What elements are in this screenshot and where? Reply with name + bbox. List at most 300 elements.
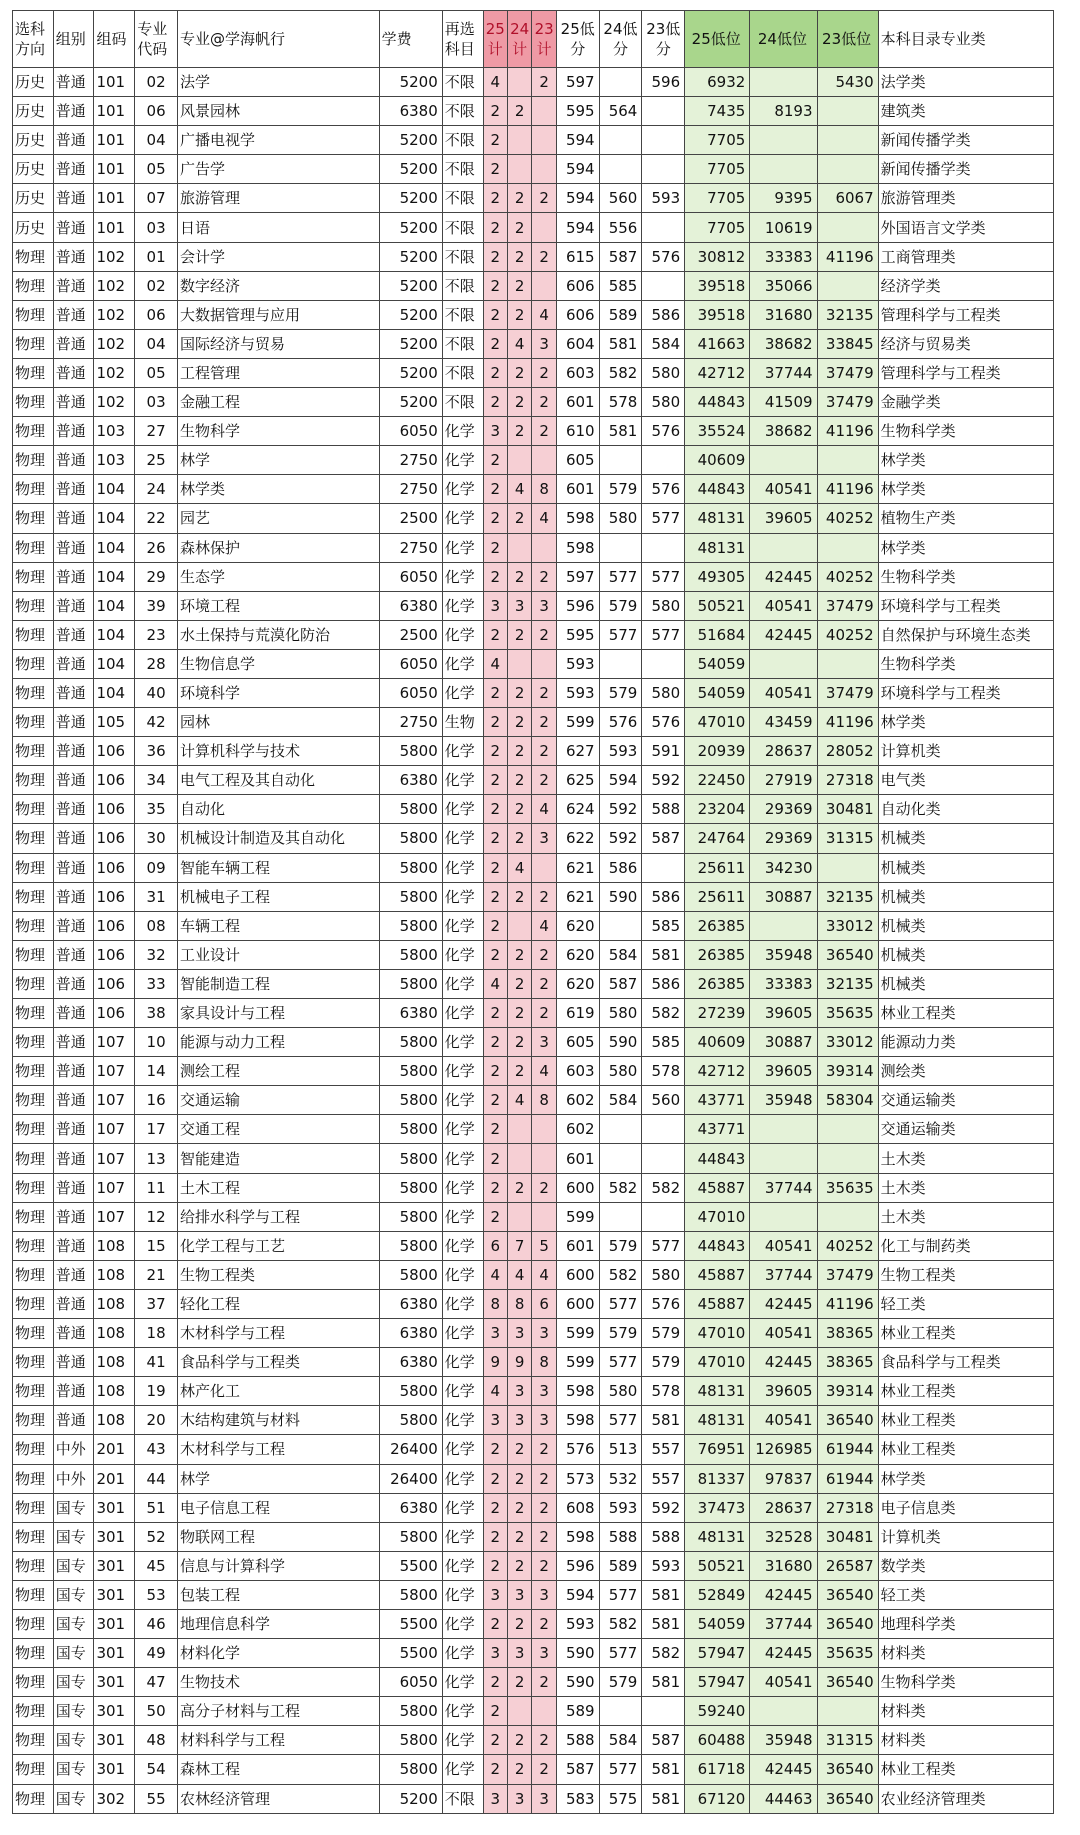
cell-group-code: 106	[94, 766, 135, 795]
cell-plan-24: 2	[507, 969, 531, 998]
cell-plan-25: 2	[483, 184, 507, 213]
cell-min-rank-24: 43459	[750, 708, 817, 737]
table-row	[13, 1173, 1054, 1202]
cell-group-code: 106	[94, 737, 135, 766]
cell-major-name: 生物工程类	[177, 1260, 379, 1289]
cell-min-rank-24: 40541	[750, 475, 817, 504]
cell-plan-24: 2	[507, 708, 531, 737]
cell-reselect-subject: 化学	[442, 766, 483, 795]
cell-category: 数学类	[878, 1551, 1053, 1580]
cell-group-code: 103	[94, 417, 135, 446]
cell-min-rank-23: 36540	[817, 1609, 878, 1638]
cell-group-type: 普通	[53, 591, 94, 620]
cell-subject-direction: 物理	[13, 1348, 54, 1377]
table-row	[13, 708, 1054, 737]
cell-tuition: 6050	[379, 678, 442, 707]
cell-category: 食品科学与工程类	[878, 1348, 1053, 1377]
cell-tuition: 5800	[379, 1231, 442, 1260]
cell-major-code: 41	[135, 1348, 178, 1377]
cell-plan-25: 2	[483, 213, 507, 242]
cell-min-rank-23: 32135	[817, 882, 878, 911]
cell-plan-24: 2	[507, 504, 531, 533]
cell-tuition: 5800	[379, 1260, 442, 1289]
cell-min-rank-24: 33383	[750, 969, 817, 998]
cell-plan-24: 3	[507, 1406, 531, 1435]
cell-plan-25: 2	[483, 853, 507, 882]
cell-plan-24: 9	[507, 1348, 531, 1377]
cell-min-score-23	[642, 533, 685, 562]
cell-major-code: 10	[135, 1028, 178, 1057]
cell-major-code: 04	[135, 126, 178, 155]
cell-reselect-subject: 化学	[442, 911, 483, 940]
cell-min-score-23	[642, 1697, 685, 1726]
cell-min-rank-25: 42712	[685, 1057, 750, 1086]
table-row	[13, 940, 1054, 969]
cell-min-rank-23: 58304	[817, 1086, 878, 1115]
cell-plan-23: 8	[532, 475, 556, 504]
table-row	[13, 417, 1054, 446]
cell-subject-direction: 物理	[13, 388, 54, 417]
cell-min-rank-25: 27239	[685, 999, 750, 1028]
cell-min-rank-23: 6067	[817, 184, 878, 213]
cell-tuition: 6380	[379, 1348, 442, 1377]
table-row	[13, 213, 1054, 242]
cell-plan-23: 2	[532, 999, 556, 1028]
cell-plan-25: 4	[483, 68, 507, 97]
table-row	[13, 1115, 1054, 1144]
cell-min-score-25: 602	[556, 1115, 599, 1144]
cell-group-code: 104	[94, 591, 135, 620]
cell-min-score-23	[642, 853, 685, 882]
cell-major-name: 农林经济管理	[177, 1784, 379, 1813]
cell-plan-24: 2	[507, 1755, 531, 1784]
table-row	[13, 1522, 1054, 1551]
cell-major-code: 47	[135, 1668, 178, 1697]
cell-min-rank-24: 35948	[750, 1086, 817, 1115]
cell-subject-direction: 物理	[13, 1551, 54, 1580]
cell-plan-24: 7	[507, 1231, 531, 1260]
cell-group-type: 普通	[53, 1202, 94, 1231]
table-row	[13, 1580, 1054, 1609]
cell-reselect-subject: 化学	[442, 1435, 483, 1464]
cell-min-score-24: 576	[599, 708, 642, 737]
cell-reselect-subject: 化学	[442, 417, 483, 446]
cell-min-score-25: 619	[556, 999, 599, 1028]
table-row	[13, 1086, 1054, 1115]
cell-tuition: 6380	[379, 1493, 442, 1522]
cell-subject-direction: 物理	[13, 1289, 54, 1318]
cell-major-code: 14	[135, 1057, 178, 1086]
cell-plan-23: 4	[532, 795, 556, 824]
table-row	[13, 911, 1054, 940]
cell-major-code: 13	[135, 1144, 178, 1173]
cell-reselect-subject: 生物	[442, 708, 483, 737]
cell-tuition: 2750	[379, 475, 442, 504]
cell-min-rank-24: 42445	[750, 1289, 817, 1318]
table-row	[13, 1057, 1054, 1086]
cell-category: 土木类	[878, 1202, 1053, 1231]
table-row	[13, 1202, 1054, 1231]
cell-tuition: 5200	[379, 329, 442, 358]
cell-min-rank-25: 54059	[685, 649, 750, 678]
cell-subject-direction: 物理	[13, 678, 54, 707]
cell-plan-24: 2	[507, 1057, 531, 1086]
cell-category: 地理科学类	[878, 1609, 1053, 1638]
cell-min-score-23: 593	[642, 1551, 685, 1580]
cell-major-code: 03	[135, 388, 178, 417]
cell-plan-24: 2	[507, 271, 531, 300]
cell-plan-24: 2	[507, 358, 531, 387]
cell-group-type: 普通	[53, 1289, 94, 1318]
cell-min-score-25: 604	[556, 329, 599, 358]
cell-min-rank-25: 60488	[685, 1726, 750, 1755]
cell-major-code: 37	[135, 1289, 178, 1318]
cell-plan-24	[507, 1144, 531, 1173]
cell-min-rank-23: 35635	[817, 1639, 878, 1668]
header-min-score-25: 25低分	[556, 11, 599, 68]
cell-major-code: 33	[135, 969, 178, 998]
cell-min-rank-25: 47010	[685, 1319, 750, 1348]
cell-major-name: 智能建造	[177, 1144, 379, 1173]
cell-tuition: 2750	[379, 446, 442, 475]
table-row	[13, 999, 1054, 1028]
cell-category: 林业工程类	[878, 1319, 1053, 1348]
cell-plan-24	[507, 1202, 531, 1231]
cell-min-score-24: 584	[599, 1726, 642, 1755]
cell-group-code: 301	[94, 1609, 135, 1638]
cell-group-code: 104	[94, 678, 135, 707]
cell-min-rank-23: 61944	[817, 1435, 878, 1464]
cell-min-score-23: 581	[642, 1406, 685, 1435]
cell-min-rank-25: 24764	[685, 824, 750, 853]
cell-reselect-subject: 化学	[442, 1057, 483, 1086]
cell-group-code: 201	[94, 1435, 135, 1464]
cell-reselect-subject: 化学	[442, 824, 483, 853]
cell-min-score-23	[642, 155, 685, 184]
cell-tuition: 6050	[379, 562, 442, 591]
cell-min-rank-25: 44843	[685, 1144, 750, 1173]
cell-plan-25: 4	[483, 1260, 507, 1289]
cell-subject-direction: 历史	[13, 184, 54, 213]
cell-min-score-25: 620	[556, 911, 599, 940]
cell-min-rank-25: 26385	[685, 911, 750, 940]
cell-plan-23: 4	[532, 1260, 556, 1289]
cell-subject-direction: 物理	[13, 533, 54, 562]
cell-major-code: 55	[135, 1784, 178, 1813]
cell-group-type: 普通	[53, 475, 94, 504]
cell-group-code: 104	[94, 620, 135, 649]
cell-category: 机械类	[878, 853, 1053, 882]
cell-tuition: 5800	[379, 969, 442, 998]
cell-group-code: 302	[94, 1784, 135, 1813]
cell-min-rank-25: 67120	[685, 1784, 750, 1813]
cell-min-score-25: 597	[556, 562, 599, 591]
cell-min-rank-25: 61718	[685, 1755, 750, 1784]
cell-category: 能源动力类	[878, 1028, 1053, 1057]
cell-min-score-24: 581	[599, 329, 642, 358]
cell-min-score-25: 620	[556, 969, 599, 998]
cell-major-code: 31	[135, 882, 178, 911]
cell-min-rank-25: 37473	[685, 1493, 750, 1522]
cell-min-score-25: 598	[556, 533, 599, 562]
cell-min-rank-25: 40609	[685, 1028, 750, 1057]
cell-major-name: 木材科学与工程	[177, 1319, 379, 1348]
cell-min-score-25: 589	[556, 1697, 599, 1726]
cell-min-score-24: 582	[599, 1260, 642, 1289]
cell-major-code: 18	[135, 1319, 178, 1348]
cell-min-rank-23: 39314	[817, 1057, 878, 1086]
table-row	[13, 533, 1054, 562]
cell-min-rank-24	[750, 155, 817, 184]
cell-plan-25: 2	[483, 1086, 507, 1115]
cell-major-name: 机械设计制造及其自动化	[177, 824, 379, 853]
cell-min-rank-25: 54059	[685, 678, 750, 707]
cell-min-score-25: 598	[556, 504, 599, 533]
cell-min-rank-24: 40541	[750, 1231, 817, 1260]
cell-min-score-23	[642, 271, 685, 300]
cell-min-rank-25: 50521	[685, 591, 750, 620]
cell-min-rank-23	[817, 446, 878, 475]
cell-major-name: 材料化学	[177, 1639, 379, 1668]
table-row	[13, 184, 1054, 213]
cell-category: 经济学类	[878, 271, 1053, 300]
table-row	[13, 824, 1054, 853]
cell-plan-23: 2	[532, 68, 556, 97]
cell-min-rank-25: 39518	[685, 300, 750, 329]
cell-plan-24	[507, 446, 531, 475]
cell-major-code: 54	[135, 1755, 178, 1784]
cell-min-rank-23: 27318	[817, 766, 878, 795]
cell-reselect-subject: 不限	[442, 68, 483, 97]
cell-plan-24: 2	[507, 1028, 531, 1057]
cell-plan-23: 2	[532, 1522, 556, 1551]
cell-min-score-24	[599, 126, 642, 155]
cell-min-rank-25: 47010	[685, 1348, 750, 1377]
cell-min-score-25: 603	[556, 1057, 599, 1086]
cell-min-score-25: 594	[556, 155, 599, 184]
cell-min-rank-25: 48131	[685, 1522, 750, 1551]
cell-min-score-23: 579	[642, 1348, 685, 1377]
cell-group-code: 101	[94, 155, 135, 184]
cell-plan-25: 2	[483, 708, 507, 737]
cell-tuition: 5200	[379, 126, 442, 155]
cell-group-type: 普通	[53, 242, 94, 271]
cell-plan-23	[532, 446, 556, 475]
cell-major-code: 02	[135, 271, 178, 300]
cell-category: 植物生产类	[878, 504, 1053, 533]
cell-category: 电气类	[878, 766, 1053, 795]
cell-plan-23: 3	[532, 1639, 556, 1668]
cell-min-score-25: 600	[556, 1260, 599, 1289]
cell-group-code: 104	[94, 504, 135, 533]
cell-reselect-subject: 化学	[442, 649, 483, 678]
cell-category: 林业工程类	[878, 1377, 1053, 1406]
cell-tuition: 5800	[379, 1028, 442, 1057]
cell-plan-24: 2	[507, 1551, 531, 1580]
cell-plan-23: 3	[532, 1377, 556, 1406]
cell-plan-25: 2	[483, 126, 507, 155]
cell-plan-24	[507, 533, 531, 562]
cell-min-score-24	[599, 911, 642, 940]
cell-plan-25: 2	[483, 533, 507, 562]
cell-tuition: 6380	[379, 591, 442, 620]
cell-subject-direction: 物理	[13, 475, 54, 504]
cell-min-score-25: 599	[556, 1202, 599, 1231]
table-row	[13, 1726, 1054, 1755]
cell-subject-direction: 物理	[13, 1086, 54, 1115]
table-row	[13, 300, 1054, 329]
cell-group-code: 107	[94, 1144, 135, 1173]
cell-reselect-subject: 化学	[442, 475, 483, 504]
cell-subject-direction: 历史	[13, 213, 54, 242]
cell-plan-25: 2	[483, 1057, 507, 1086]
cell-category: 生物科学类	[878, 649, 1053, 678]
cell-category: 管理科学与工程类	[878, 358, 1053, 387]
cell-min-score-23: 581	[642, 1668, 685, 1697]
cell-tuition: 5200	[379, 155, 442, 184]
cell-min-score-23	[642, 1115, 685, 1144]
cell-min-score-25: 573	[556, 1464, 599, 1493]
table-row	[13, 1697, 1054, 1726]
cell-reselect-subject: 化学	[442, 1493, 483, 1522]
cell-plan-23: 2	[532, 1668, 556, 1697]
cell-category: 机械类	[878, 824, 1053, 853]
cell-plan-25: 2	[483, 911, 507, 940]
cell-plan-24	[507, 68, 531, 97]
cell-major-code: 42	[135, 708, 178, 737]
cell-subject-direction: 物理	[13, 1260, 54, 1289]
cell-min-rank-25: 43771	[685, 1086, 750, 1115]
cell-plan-24: 2	[507, 1522, 531, 1551]
cell-plan-23: 8	[532, 1086, 556, 1115]
cell-subject-direction: 物理	[13, 1115, 54, 1144]
cell-group-code: 301	[94, 1697, 135, 1726]
cell-tuition: 6050	[379, 1668, 442, 1697]
cell-major-name: 森林保护	[177, 533, 379, 562]
cell-plan-23: 2	[532, 1726, 556, 1755]
cell-group-type: 普通	[53, 1115, 94, 1144]
cell-major-name: 会计学	[177, 242, 379, 271]
cell-plan-25: 2	[483, 1493, 507, 1522]
cell-plan-23: 4	[532, 1057, 556, 1086]
cell-major-name: 轻化工程	[177, 1289, 379, 1318]
cell-category: 机械类	[878, 940, 1053, 969]
cell-min-score-23: 591	[642, 737, 685, 766]
cell-min-rank-23: 30481	[817, 1522, 878, 1551]
cell-major-code: 05	[135, 155, 178, 184]
cell-min-rank-24: 37744	[750, 1173, 817, 1202]
cell-plan-24	[507, 1697, 531, 1726]
cell-min-score-23: 577	[642, 1231, 685, 1260]
cell-category: 自动化类	[878, 795, 1053, 824]
cell-group-code: 106	[94, 795, 135, 824]
cell-min-score-24: 556	[599, 213, 642, 242]
cell-min-score-23: 584	[642, 329, 685, 358]
cell-group-type: 普通	[53, 504, 94, 533]
cell-min-score-24: 579	[599, 591, 642, 620]
cell-reselect-subject: 化学	[442, 562, 483, 591]
table-row	[13, 446, 1054, 475]
cell-plan-25: 2	[483, 1697, 507, 1726]
cell-plan-25: 2	[483, 678, 507, 707]
cell-min-rank-25: 39518	[685, 271, 750, 300]
cell-min-score-25: 576	[556, 1435, 599, 1464]
cell-min-rank-25: 42712	[685, 358, 750, 387]
cell-min-rank-25: 76951	[685, 1435, 750, 1464]
cell-subject-direction: 历史	[13, 126, 54, 155]
table-row	[13, 242, 1054, 271]
cell-min-rank-25: 48131	[685, 1377, 750, 1406]
cell-min-rank-23: 26587	[817, 1551, 878, 1580]
cell-min-rank-24: 31680	[750, 1551, 817, 1580]
header-plan-24: 24计	[507, 11, 531, 68]
cell-subject-direction: 物理	[13, 824, 54, 853]
cell-min-rank-23	[817, 126, 878, 155]
cell-subject-direction: 物理	[13, 708, 54, 737]
cell-min-rank-23: 32135	[817, 969, 878, 998]
cell-tuition: 5500	[379, 1639, 442, 1668]
cell-group-type: 普通	[53, 649, 94, 678]
table-row	[13, 388, 1054, 417]
cell-reselect-subject: 化学	[442, 678, 483, 707]
cell-category: 林学类	[878, 533, 1053, 562]
cell-group-code: 108	[94, 1319, 135, 1348]
cell-reselect-subject: 化学	[442, 969, 483, 998]
cell-category: 机械类	[878, 969, 1053, 998]
cell-major-name: 国际经济与贸易	[177, 329, 379, 358]
cell-min-score-25: 593	[556, 649, 599, 678]
cell-plan-24: 2	[507, 882, 531, 911]
cell-plan-23: 2	[532, 708, 556, 737]
cell-min-rank-23	[817, 1697, 878, 1726]
cell-min-rank-25: 25611	[685, 882, 750, 911]
cell-plan-25: 2	[483, 1609, 507, 1638]
table-row	[13, 68, 1054, 97]
cell-major-code: 43	[135, 1435, 178, 1464]
cell-plan-23: 3	[532, 591, 556, 620]
cell-reselect-subject: 化学	[442, 853, 483, 882]
cell-reselect-subject: 化学	[442, 940, 483, 969]
cell-plan-23: 5	[532, 1231, 556, 1260]
cell-reselect-subject: 化学	[442, 1028, 483, 1057]
cell-tuition: 5800	[379, 1202, 442, 1231]
cell-min-rank-23	[817, 533, 878, 562]
cell-reselect-subject: 化学	[442, 1726, 483, 1755]
cell-group-code: 101	[94, 68, 135, 97]
cell-min-score-25: 620	[556, 940, 599, 969]
cell-min-score-23: 582	[642, 1639, 685, 1668]
cell-min-rank-25: 47010	[685, 708, 750, 737]
cell-min-score-25: 603	[556, 358, 599, 387]
cell-category: 林业工程类	[878, 999, 1053, 1028]
cell-tuition: 5800	[379, 1522, 442, 1551]
cell-min-rank-24	[750, 126, 817, 155]
cell-group-type: 中外	[53, 1435, 94, 1464]
cell-group-type: 国专	[53, 1668, 94, 1697]
cell-reselect-subject: 化学	[442, 1231, 483, 1260]
cell-category: 管理科学与工程类	[878, 300, 1053, 329]
cell-min-score-24: 577	[599, 1639, 642, 1668]
cell-group-type: 普通	[53, 1057, 94, 1086]
cell-min-rank-24: 37744	[750, 1260, 817, 1289]
cell-subject-direction: 物理	[13, 969, 54, 998]
cell-min-score-24: 564	[599, 97, 642, 126]
cell-min-rank-24: 40541	[750, 1406, 817, 1435]
cell-plan-23: 6	[532, 1289, 556, 1318]
cell-min-score-24	[599, 155, 642, 184]
cell-min-rank-23: 33012	[817, 911, 878, 940]
cell-plan-25: 2	[483, 475, 507, 504]
